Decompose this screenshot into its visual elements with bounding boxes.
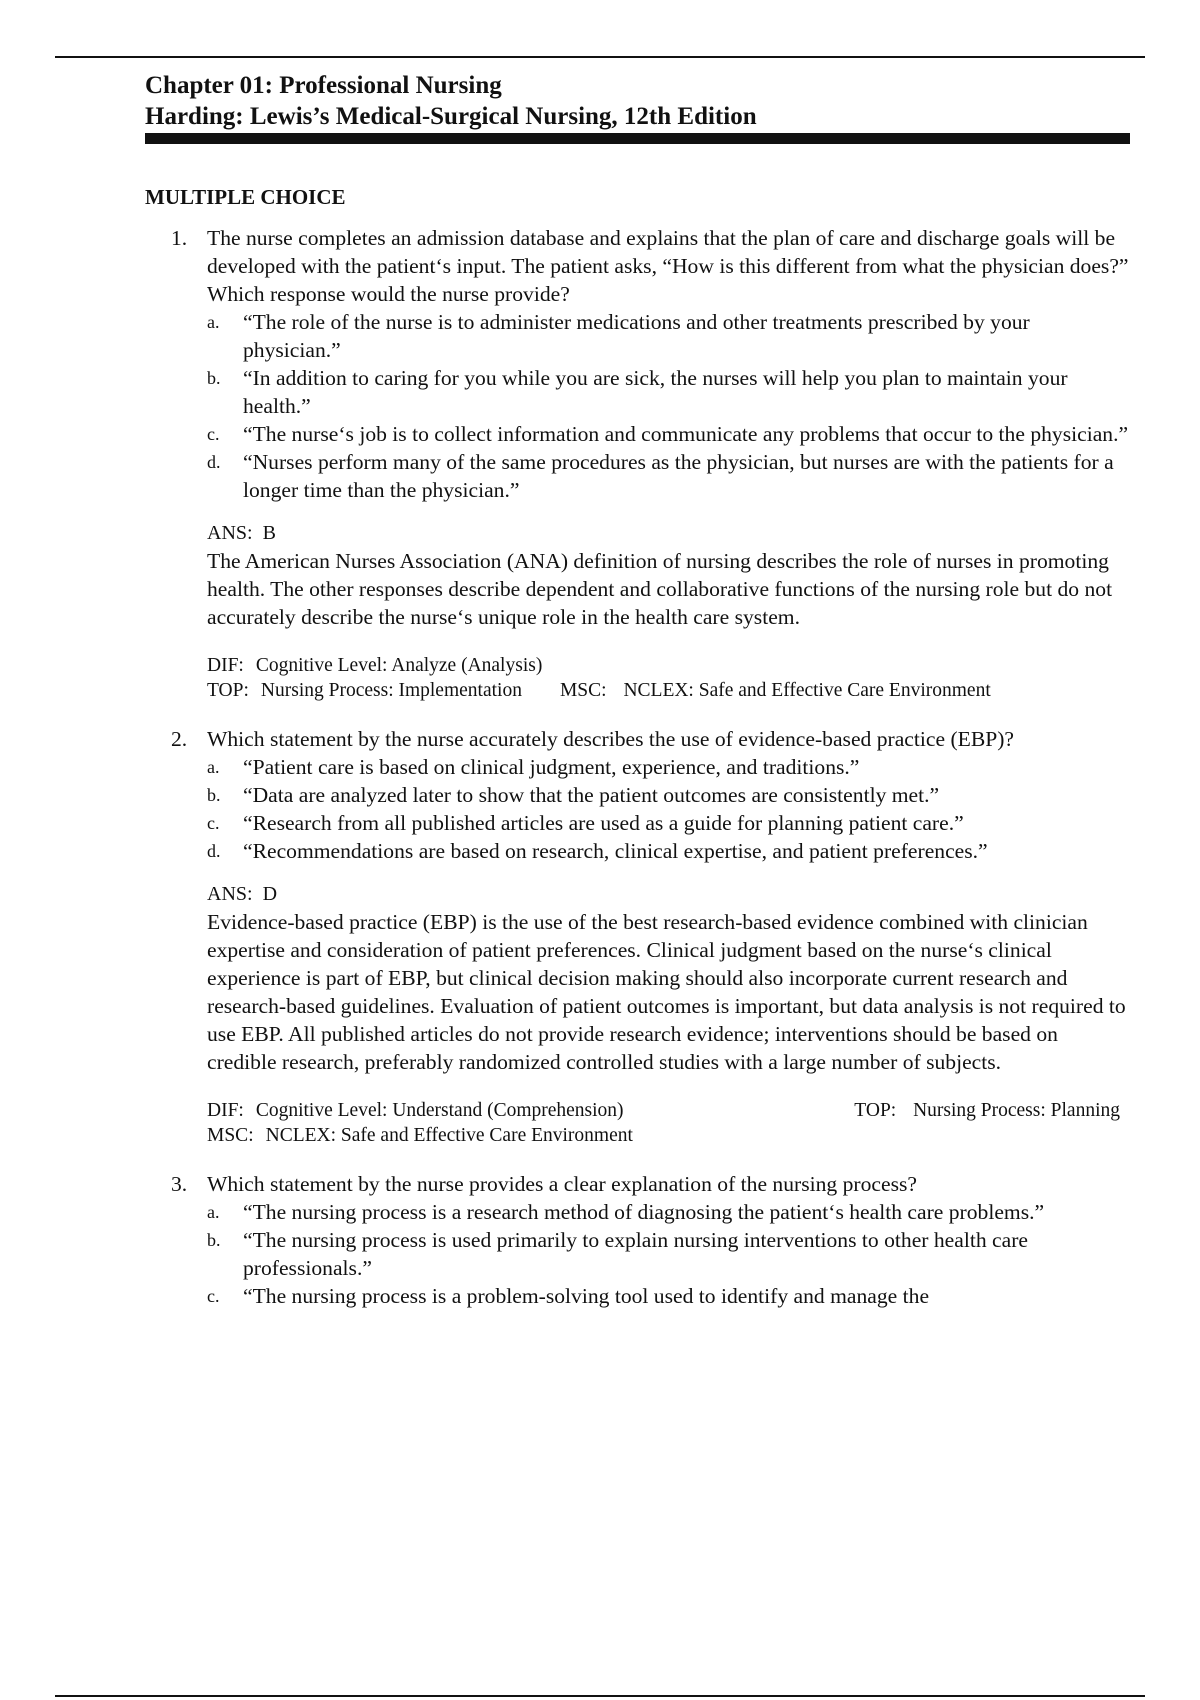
answer-line — [207, 881, 1130, 908]
section-heading: MULTIPLE CHOICE — [145, 185, 346, 209]
question-metadata — [207, 653, 1130, 703]
option-letter: d. — [207, 452, 221, 472]
option-a — [207, 753, 1130, 781]
dif-label: DIF: — [207, 655, 244, 676]
answer-label: ANS: — [207, 883, 253, 905]
question-number: 2. — [171, 727, 188, 751]
option-letter: a. — [207, 312, 220, 332]
page-bottom-rule — [55, 1695, 1145, 1697]
option-letter: a. — [207, 757, 220, 777]
answer-block — [207, 881, 1130, 1076]
page-header — [145, 70, 1130, 144]
top-label: TOP: — [207, 680, 249, 701]
top-value: Nursing Process: Implementation — [260, 680, 522, 701]
answer-label: ANS: — [207, 522, 253, 544]
answer-options — [207, 308, 1130, 504]
top-value: Nursing Process: Planning — [913, 1100, 1120, 1121]
document-body — [145, 184, 1130, 1310]
option-letter: a. — [207, 1202, 220, 1222]
answer-line — [207, 520, 1130, 547]
msc-value: NCLEX: Safe and Effective Care Environment — [623, 680, 991, 701]
option-text: “The nurse‘s job is to collect information and communicate any problems that occur to the physician.” — [243, 422, 1129, 446]
option-letter: b. — [207, 1230, 221, 1250]
option-b — [207, 364, 1130, 420]
option-c — [207, 809, 1130, 837]
option-c — [207, 1282, 1130, 1310]
option-letter: b. — [207, 785, 221, 805]
header-divider — [145, 133, 1130, 144]
question-number: 3. — [171, 1172, 188, 1196]
rationale: Evidence-based practice (EBP) is the use of the best research-based evidence combined with clinician expertise and consideration of patient preferences. Clinical judgment based on the nurse‘s clinical experience is part of EBP, but clinical decision making should also incorporate current research and research-based guidelines. Evaluation of patient outcomes is important, but data analysis is not required to use EBP. All published articles do not provide research evidence; interventions should be based on credible research, preferably randomized controlled studies with a large number of subjects. — [207, 910, 1126, 1074]
dif-value: Cognitive Level: Understand (Comprehension) — [255, 1100, 624, 1121]
option-a — [207, 1198, 1130, 1226]
option-a — [207, 308, 1130, 364]
rationale: The American Nurses Association (ANA) definition of nursing describes the role of nurses in promoting health. The other responses describe dependent and collaborative functions of the nursing role but do not accurately describe the nurse‘s unique role in the health care system. — [207, 549, 1113, 629]
question-number: 1. — [171, 226, 188, 250]
option-letter: c. — [207, 424, 220, 444]
answer-key: D — [262, 883, 278, 905]
option-letter: c. — [207, 1286, 220, 1306]
answer-options — [207, 753, 1130, 865]
option-text: “Patient care is based on clinical judgment, experience, and traditions.” — [243, 755, 860, 779]
msc-value: NCLEX: Safe and Effective Care Environment — [265, 1125, 633, 1146]
dif-label: DIF: — [207, 1100, 244, 1121]
option-text: “The nursing process is used primarily to explain nursing interventions to other health care professionals.” — [243, 1228, 1028, 1280]
book-title: Harding: Lewis’s Medical-Surgical Nursing, 12th Edition — [145, 103, 757, 130]
question-stem: The nurse completes an admission database and explains that the plan of care and discharge goals will be developed with the patient‘s input. The patient asks, “How is this different from what the physician does?” Which response would the nurse provide? — [207, 226, 1129, 306]
option-text: “Data are analyzed later to show that the patient outcomes are consistently met.” — [243, 783, 940, 807]
answer-block — [207, 520, 1130, 631]
chapter-title: Chapter 01: Professional Nursing — [145, 72, 502, 99]
question-stem: Which statement by the nurse provides a clear explanation of the nursing process? — [207, 1172, 917, 1196]
question-3 — [145, 1170, 1130, 1310]
msc-label: MSC: — [207, 1125, 254, 1146]
option-c — [207, 420, 1130, 448]
option-b — [207, 781, 1130, 809]
option-d — [207, 837, 1130, 865]
option-text: “The nursing process is a problem-solving tool used to identify and manage the — [243, 1284, 930, 1308]
option-text: “In addition to caring for you while you are sick, the nurses will help you plan to maintain your health.” — [243, 366, 1068, 418]
option-b — [207, 1226, 1130, 1282]
page-top-rule — [55, 56, 1145, 58]
option-text: “Nurses perform many of the same procedures as the physician, but nurses are with the patients for a longer time than the physician.” — [243, 450, 1114, 502]
option-text: “Research from all published articles are used as a guide for planning patient care.” — [243, 811, 964, 835]
option-d — [207, 448, 1130, 504]
option-letter: c. — [207, 813, 220, 833]
question-stem: Which statement by the nurse accurately describes the use of evidence-based practice (EBP)? — [207, 727, 1015, 751]
dif-value: Cognitive Level: Analyze (Analysis) — [255, 655, 543, 676]
question-1 — [145, 224, 1130, 703]
top-label: TOP: — [854, 1100, 897, 1121]
option-text: “Recommendations are based on research, clinical expertise, and patient preferences.” — [243, 839, 988, 863]
answer-key: B — [262, 522, 276, 544]
option-letter: d. — [207, 841, 221, 861]
option-letter: b. — [207, 368, 221, 388]
option-text: “The nursing process is a research method of diagnosing the patient‘s health care problems.” — [243, 1200, 1045, 1224]
question-metadata — [207, 1098, 1130, 1148]
question-2 — [145, 725, 1130, 1148]
msc-label: MSC: — [559, 680, 607, 701]
answer-options — [207, 1198, 1130, 1310]
option-text: “The role of the nurse is to administer medications and other treatments prescribed by your physician.” — [243, 310, 1030, 362]
